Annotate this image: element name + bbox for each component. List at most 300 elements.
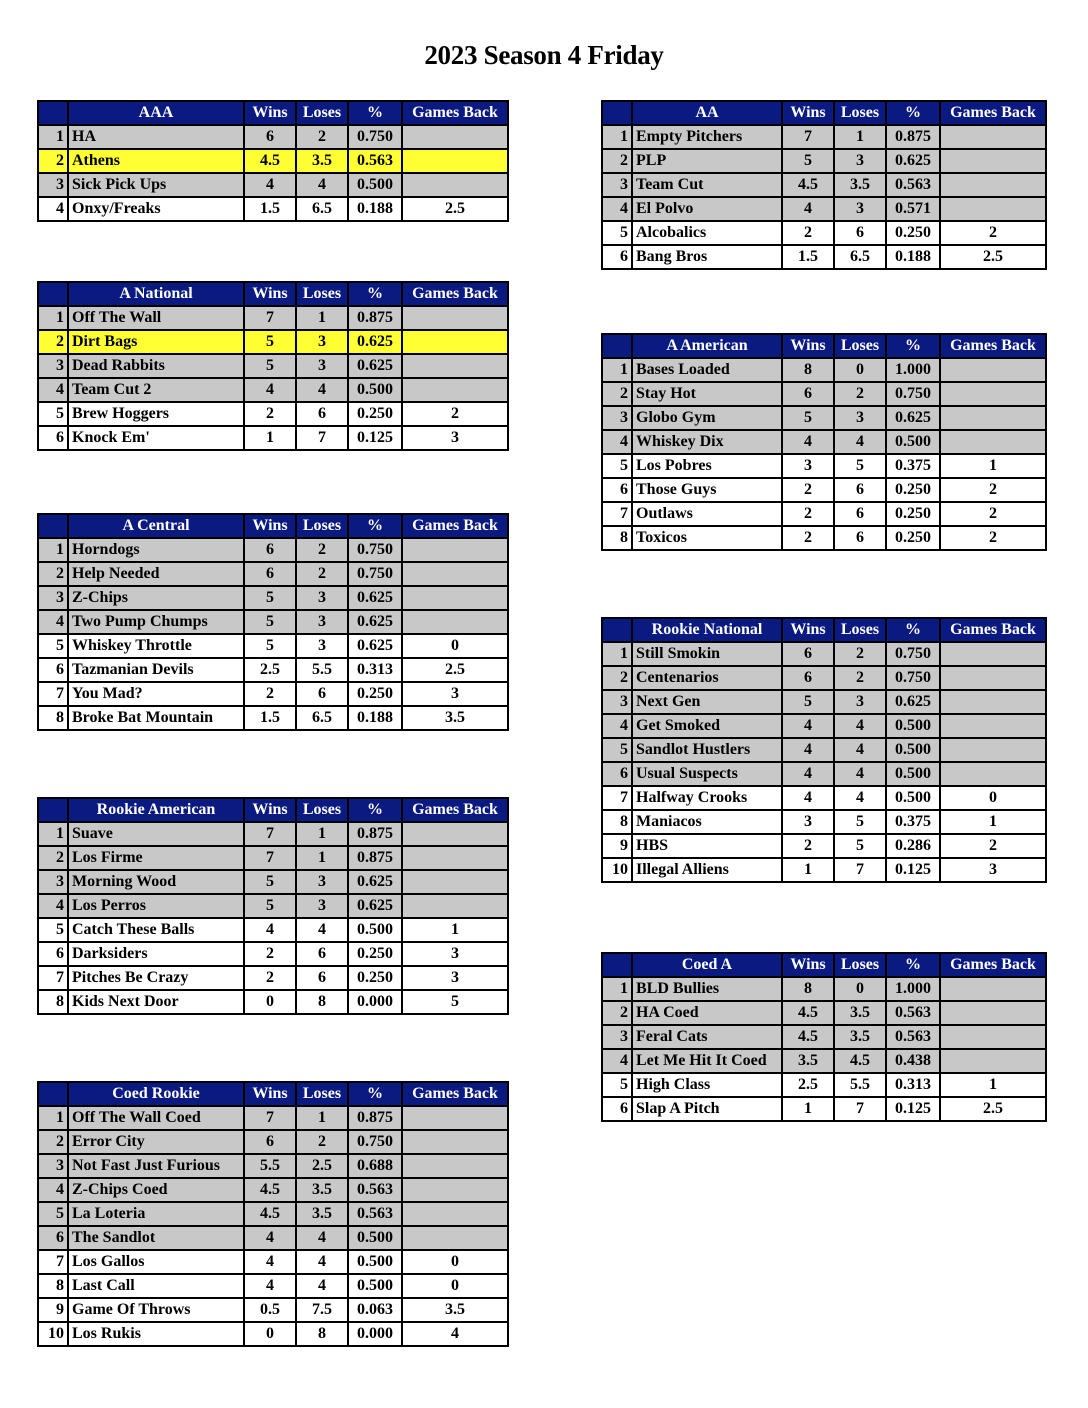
- games-back-cell: 0: [402, 1250, 508, 1274]
- pct-cell: 0.625: [348, 634, 402, 658]
- standings-table-rookie-national: [601, 617, 1047, 883]
- losses-cell: 7: [834, 858, 886, 882]
- wins-cell: 4: [782, 786, 834, 810]
- team-name: Onxy/Freaks: [68, 197, 244, 221]
- table-row: [602, 738, 1046, 762]
- rank-cell: 10: [602, 858, 632, 882]
- rank-cell: 7: [602, 786, 632, 810]
- games-back-cell: 2: [402, 402, 508, 426]
- wins-cell: 2: [244, 966, 296, 990]
- wins-cell: 7: [244, 822, 296, 846]
- table-row: [602, 834, 1046, 858]
- pct-cell: 0.875: [348, 1106, 402, 1130]
- team-name: Knock Em': [68, 426, 244, 450]
- team-name: Los Rukis: [68, 1322, 244, 1346]
- team-name: BLD Bullies: [632, 977, 782, 1001]
- wins-cell: 4: [244, 173, 296, 197]
- table-row: [38, 330, 508, 354]
- table-row: [602, 1025, 1046, 1049]
- pct-cell: 0.375: [886, 810, 940, 834]
- games-back-cell: 2: [940, 502, 1046, 526]
- wins-cell: 4: [244, 1250, 296, 1274]
- team-name: Whiskey Throttle: [68, 634, 244, 658]
- losses-cell: 4: [296, 1226, 348, 1250]
- header-wins: Wins: [244, 101, 296, 125]
- header-losses: Loses: [834, 101, 886, 125]
- pct-cell: 0.500: [886, 762, 940, 786]
- losses-cell: 6: [834, 221, 886, 245]
- team-name: Team Cut: [632, 173, 782, 197]
- table-row: [38, 1250, 508, 1274]
- table-row: [602, 406, 1046, 430]
- header-rank-cell: [38, 101, 68, 125]
- wins-cell: 4: [782, 714, 834, 738]
- rank-cell: 9: [602, 834, 632, 858]
- pct-cell: 0.250: [348, 402, 402, 426]
- losses-cell: 4: [834, 430, 886, 454]
- header-wins: Wins: [782, 618, 834, 642]
- header-wins: Wins: [244, 798, 296, 822]
- standings-table-a-national: [37, 281, 509, 451]
- rank-cell: 5: [38, 918, 68, 942]
- wins-cell: 5: [244, 894, 296, 918]
- games-back-cell: [940, 1001, 1046, 1025]
- games-back-cell: [402, 1178, 508, 1202]
- pct-cell: 0.625: [348, 894, 402, 918]
- pct-cell: 0.250: [348, 682, 402, 706]
- pct-cell: 0.500: [348, 378, 402, 402]
- losses-cell: 3: [296, 634, 348, 658]
- team-name: Those Guys: [632, 478, 782, 502]
- games-back-cell: 2: [940, 478, 1046, 502]
- rank-cell: 4: [602, 197, 632, 221]
- table-header-row: [602, 101, 1046, 125]
- rank-cell: 6: [38, 1226, 68, 1250]
- losses-cell: 1: [296, 1106, 348, 1130]
- rank-cell: 1: [602, 977, 632, 1001]
- pct-cell: 0.563: [886, 173, 940, 197]
- rank-cell: 3: [38, 173, 68, 197]
- header-rank-cell: [602, 618, 632, 642]
- table-row: [38, 125, 508, 149]
- losses-cell: 1: [296, 822, 348, 846]
- losses-cell: 2: [296, 1130, 348, 1154]
- standings-table-a-american: [601, 333, 1047, 551]
- losses-cell: 3: [834, 149, 886, 173]
- header-rank-cell: [38, 798, 68, 822]
- losses-cell: 7: [834, 1097, 886, 1121]
- table-row: [602, 714, 1046, 738]
- header-games-back: Games Back: [402, 101, 508, 125]
- rank-cell: 4: [38, 610, 68, 634]
- table-row: [38, 354, 508, 378]
- wins-cell: 5: [244, 330, 296, 354]
- wins-cell: 5: [782, 149, 834, 173]
- wins-cell: 8: [782, 358, 834, 382]
- losses-cell: 6: [834, 526, 886, 550]
- pct-cell: 0.875: [348, 846, 402, 870]
- team-name: Los Gallos: [68, 1250, 244, 1274]
- table-row: [602, 173, 1046, 197]
- wins-cell: 0: [244, 990, 296, 1014]
- header-losses: Loses: [296, 1082, 348, 1106]
- pct-cell: 0.000: [348, 990, 402, 1014]
- table-row: [38, 966, 508, 990]
- table-row: [602, 502, 1046, 526]
- header-games-back: Games Back: [940, 334, 1046, 358]
- pct-cell: 0.250: [348, 966, 402, 990]
- pct-cell: 0.625: [348, 870, 402, 894]
- games-back-cell: 2.5: [940, 245, 1046, 269]
- table-row: [38, 822, 508, 846]
- games-back-cell: 0: [402, 1274, 508, 1298]
- pct-cell: 0.188: [348, 706, 402, 730]
- wins-cell: 2: [244, 682, 296, 706]
- pct-cell: 0.688: [348, 1154, 402, 1178]
- table-row: [38, 706, 508, 730]
- losses-cell: 5: [834, 454, 886, 478]
- table-row: [38, 610, 508, 634]
- wins-cell: 4: [782, 430, 834, 454]
- losses-cell: 4: [296, 1274, 348, 1298]
- losses-cell: 3: [834, 406, 886, 430]
- games-back-cell: [402, 1154, 508, 1178]
- rank-cell: 5: [38, 634, 68, 658]
- table-row: [602, 245, 1046, 269]
- losses-cell: 5: [834, 810, 886, 834]
- table-header-row: [602, 618, 1046, 642]
- losses-cell: 4: [296, 378, 348, 402]
- table-row: [602, 810, 1046, 834]
- pct-cell: 0.563: [886, 1025, 940, 1049]
- header-losses: Loses: [296, 282, 348, 306]
- losses-cell: 4.5: [834, 1049, 886, 1073]
- table-row: [38, 586, 508, 610]
- rank-cell: 2: [38, 149, 68, 173]
- table-row: [602, 1049, 1046, 1073]
- standings-table-coed-a: [601, 952, 1047, 1122]
- wins-cell: 4: [782, 197, 834, 221]
- table-row: [38, 990, 508, 1014]
- losses-cell: 2: [834, 642, 886, 666]
- rank-cell: 1: [38, 125, 68, 149]
- rank-cell: 8: [602, 810, 632, 834]
- rank-cell: 1: [602, 125, 632, 149]
- games-back-cell: [402, 173, 508, 197]
- team-name: Catch These Balls: [68, 918, 244, 942]
- pct-cell: 0.625: [348, 330, 402, 354]
- games-back-cell: 2: [940, 526, 1046, 550]
- team-name: Off The Wall Coed: [68, 1106, 244, 1130]
- rank-cell: 6: [38, 942, 68, 966]
- pct-cell: 0.625: [348, 586, 402, 610]
- pct-cell: 0.625: [348, 610, 402, 634]
- header-losses: Loses: [834, 618, 886, 642]
- losses-cell: 3.5: [834, 173, 886, 197]
- pct-cell: 0.286: [886, 834, 940, 858]
- losses-cell: 5.5: [834, 1073, 886, 1097]
- table-row: [38, 562, 508, 586]
- games-back-cell: [402, 330, 508, 354]
- wins-cell: 7: [244, 846, 296, 870]
- rank-cell: 1: [38, 822, 68, 846]
- header-losses: Loses: [834, 953, 886, 977]
- pct-cell: 0.438: [886, 1049, 940, 1073]
- losses-cell: 6: [834, 478, 886, 502]
- table-row: [38, 1322, 508, 1346]
- header-games-back: Games Back: [940, 953, 1046, 977]
- table-row: [38, 634, 508, 658]
- header-pct: %: [886, 334, 940, 358]
- losses-cell: 3.5: [296, 1202, 348, 1226]
- team-name: Los Firme: [68, 846, 244, 870]
- rank-cell: 6: [38, 426, 68, 450]
- games-back-cell: [940, 690, 1046, 714]
- team-name: Bang Bros: [632, 245, 782, 269]
- header-rank-cell: [602, 334, 632, 358]
- wins-cell: 7: [244, 306, 296, 330]
- games-back-cell: 2.5: [402, 197, 508, 221]
- pct-cell: 0.188: [348, 197, 402, 221]
- wins-cell: 8: [782, 977, 834, 1001]
- division-title: A Central: [68, 514, 244, 538]
- rank-cell: 2: [38, 1130, 68, 1154]
- table-row: [38, 378, 508, 402]
- games-back-cell: [402, 306, 508, 330]
- games-back-cell: [940, 125, 1046, 149]
- table-row: [602, 1001, 1046, 1025]
- rank-cell: 6: [602, 245, 632, 269]
- rank-cell: 2: [602, 149, 632, 173]
- team-name: Dirt Bags: [68, 330, 244, 354]
- pct-cell: 0.500: [348, 1226, 402, 1250]
- header-wins: Wins: [244, 1082, 296, 1106]
- header-wins: Wins: [782, 953, 834, 977]
- losses-cell: 3: [296, 354, 348, 378]
- games-back-cell: 5: [402, 990, 508, 1014]
- pct-cell: 0.500: [886, 738, 940, 762]
- table-row: [38, 1154, 508, 1178]
- pct-cell: 0.500: [348, 1250, 402, 1274]
- table-row: [38, 894, 508, 918]
- wins-cell: 1: [782, 1097, 834, 1121]
- team-name: Help Needed: [68, 562, 244, 586]
- wins-cell: 5: [244, 354, 296, 378]
- header-games-back: Games Back: [402, 282, 508, 306]
- team-name: Bases Loaded: [632, 358, 782, 382]
- wins-cell: 4: [782, 738, 834, 762]
- games-back-cell: [402, 586, 508, 610]
- wins-cell: 1.5: [244, 706, 296, 730]
- games-back-cell: [940, 762, 1046, 786]
- rank-cell: 3: [602, 690, 632, 714]
- table-row: [602, 977, 1046, 1001]
- losses-cell: 2: [296, 538, 348, 562]
- table-row: [38, 402, 508, 426]
- rank-cell: 2: [38, 846, 68, 870]
- team-name: You Mad?: [68, 682, 244, 706]
- team-name: Stay Hot: [632, 382, 782, 406]
- team-name: Let Me Hit It Coed: [632, 1049, 782, 1073]
- rank-cell: 4: [38, 197, 68, 221]
- table-row: [602, 478, 1046, 502]
- rank-cell: 6: [602, 762, 632, 786]
- games-back-cell: 3.5: [402, 706, 508, 730]
- wins-cell: 4.5: [782, 1025, 834, 1049]
- losses-cell: 4: [834, 762, 886, 786]
- rank-cell: 7: [38, 1250, 68, 1274]
- rank-cell: 9: [38, 1298, 68, 1322]
- wins-cell: 7: [782, 125, 834, 149]
- wins-cell: 4: [244, 1274, 296, 1298]
- losses-cell: 6.5: [296, 197, 348, 221]
- team-name: Usual Suspects: [632, 762, 782, 786]
- games-back-cell: [402, 870, 508, 894]
- standings-table-aaa: [37, 100, 509, 222]
- rank-cell: 7: [38, 682, 68, 706]
- header-pct: %: [886, 953, 940, 977]
- table-row: [38, 682, 508, 706]
- table-row: [602, 786, 1046, 810]
- games-back-cell: [402, 1130, 508, 1154]
- header-rank-cell: [602, 101, 632, 125]
- wins-cell: 6: [244, 562, 296, 586]
- pct-cell: 0.750: [886, 642, 940, 666]
- wins-cell: 5: [244, 870, 296, 894]
- wins-cell: 6: [244, 125, 296, 149]
- header-losses: Loses: [296, 101, 348, 125]
- losses-cell: 2: [834, 382, 886, 406]
- table-header-row: [38, 514, 508, 538]
- rank-cell: 5: [38, 1202, 68, 1226]
- rank-cell: 2: [38, 330, 68, 354]
- losses-cell: 3.5: [834, 1025, 886, 1049]
- pct-cell: 0.563: [886, 1001, 940, 1025]
- team-name: Kids Next Door: [68, 990, 244, 1014]
- games-back-cell: 0: [402, 634, 508, 658]
- header-wins: Wins: [244, 282, 296, 306]
- team-name: Globo Gym: [632, 406, 782, 430]
- header-losses: Loses: [834, 334, 886, 358]
- pct-cell: 0.125: [348, 426, 402, 450]
- team-name: Sandlot Hustlers: [632, 738, 782, 762]
- team-name: El Polvo: [632, 197, 782, 221]
- table-row: [38, 870, 508, 894]
- wins-cell: 2: [782, 502, 834, 526]
- team-name: Maniacos: [632, 810, 782, 834]
- pct-cell: 0.750: [348, 562, 402, 586]
- wins-cell: 5: [244, 634, 296, 658]
- games-back-cell: 2: [940, 834, 1046, 858]
- header-wins: Wins: [782, 101, 834, 125]
- team-name: The Sandlot: [68, 1226, 244, 1250]
- wins-cell: 6: [782, 642, 834, 666]
- losses-cell: 2: [834, 666, 886, 690]
- rank-cell: 6: [602, 1097, 632, 1121]
- games-back-cell: [402, 1106, 508, 1130]
- team-name: Toxicos: [632, 526, 782, 550]
- wins-cell: 0.5: [244, 1298, 296, 1322]
- wins-cell: 5: [782, 406, 834, 430]
- header-pct: %: [886, 101, 940, 125]
- losses-cell: 0: [834, 977, 886, 1001]
- wins-cell: 4.5: [782, 173, 834, 197]
- division-title: Rookie American: [68, 798, 244, 822]
- rank-cell: 3: [602, 1025, 632, 1049]
- header-pct: %: [348, 1082, 402, 1106]
- wins-cell: 0: [244, 1322, 296, 1346]
- rank-cell: 2: [38, 562, 68, 586]
- games-back-cell: 3: [402, 682, 508, 706]
- team-name: PLP: [632, 149, 782, 173]
- losses-cell: 3: [296, 610, 348, 634]
- losses-cell: 6: [296, 942, 348, 966]
- games-back-cell: [402, 822, 508, 846]
- wins-cell: 4.5: [244, 149, 296, 173]
- pct-cell: 0.625: [348, 354, 402, 378]
- team-name: Morning Wood: [68, 870, 244, 894]
- header-games-back: Games Back: [402, 514, 508, 538]
- losses-cell: 6.5: [834, 245, 886, 269]
- games-back-cell: 2.5: [402, 658, 508, 682]
- rank-cell: 5: [602, 221, 632, 245]
- losses-cell: 3.5: [296, 149, 348, 173]
- rank-cell: 3: [602, 173, 632, 197]
- wins-cell: 2: [244, 942, 296, 966]
- pct-cell: 0.250: [886, 526, 940, 550]
- team-name: HA: [68, 125, 244, 149]
- wins-cell: 6: [244, 1130, 296, 1154]
- table-row: [602, 666, 1046, 690]
- wins-cell: 4.5: [782, 1001, 834, 1025]
- wins-cell: 2.5: [782, 1073, 834, 1097]
- losses-cell: 2: [296, 125, 348, 149]
- games-back-cell: 1: [940, 1073, 1046, 1097]
- rank-cell: 5: [602, 454, 632, 478]
- pct-cell: 1.000: [886, 977, 940, 1001]
- losses-cell: 4: [834, 738, 886, 762]
- wins-cell: 1: [244, 426, 296, 450]
- wins-cell: 2: [782, 478, 834, 502]
- losses-cell: 4: [834, 714, 886, 738]
- team-name: Dead Rabbits: [68, 354, 244, 378]
- team-name: Illegal Alliens: [632, 858, 782, 882]
- table-row: [602, 690, 1046, 714]
- losses-cell: 3: [834, 690, 886, 714]
- losses-cell: 6: [296, 966, 348, 990]
- standings-table-rookie-american: [37, 797, 509, 1015]
- header-losses: Loses: [296, 514, 348, 538]
- team-name: HA Coed: [632, 1001, 782, 1025]
- losses-cell: 3: [296, 586, 348, 610]
- rank-cell: 5: [602, 738, 632, 762]
- header-wins: Wins: [244, 514, 296, 538]
- division-title: Coed A: [632, 953, 782, 977]
- wins-cell: 2: [782, 221, 834, 245]
- losses-cell: 4: [296, 918, 348, 942]
- rank-cell: 1: [38, 306, 68, 330]
- pct-cell: 0.563: [348, 149, 402, 173]
- rank-cell: 8: [38, 990, 68, 1014]
- table-row: [602, 125, 1046, 149]
- rank-cell: 4: [38, 378, 68, 402]
- pct-cell: 0.563: [348, 1202, 402, 1226]
- games-back-cell: 2.5: [940, 1097, 1046, 1121]
- team-name: Horndogs: [68, 538, 244, 562]
- team-name: Los Perros: [68, 894, 244, 918]
- games-back-cell: 3.5: [402, 1298, 508, 1322]
- losses-cell: 1: [296, 306, 348, 330]
